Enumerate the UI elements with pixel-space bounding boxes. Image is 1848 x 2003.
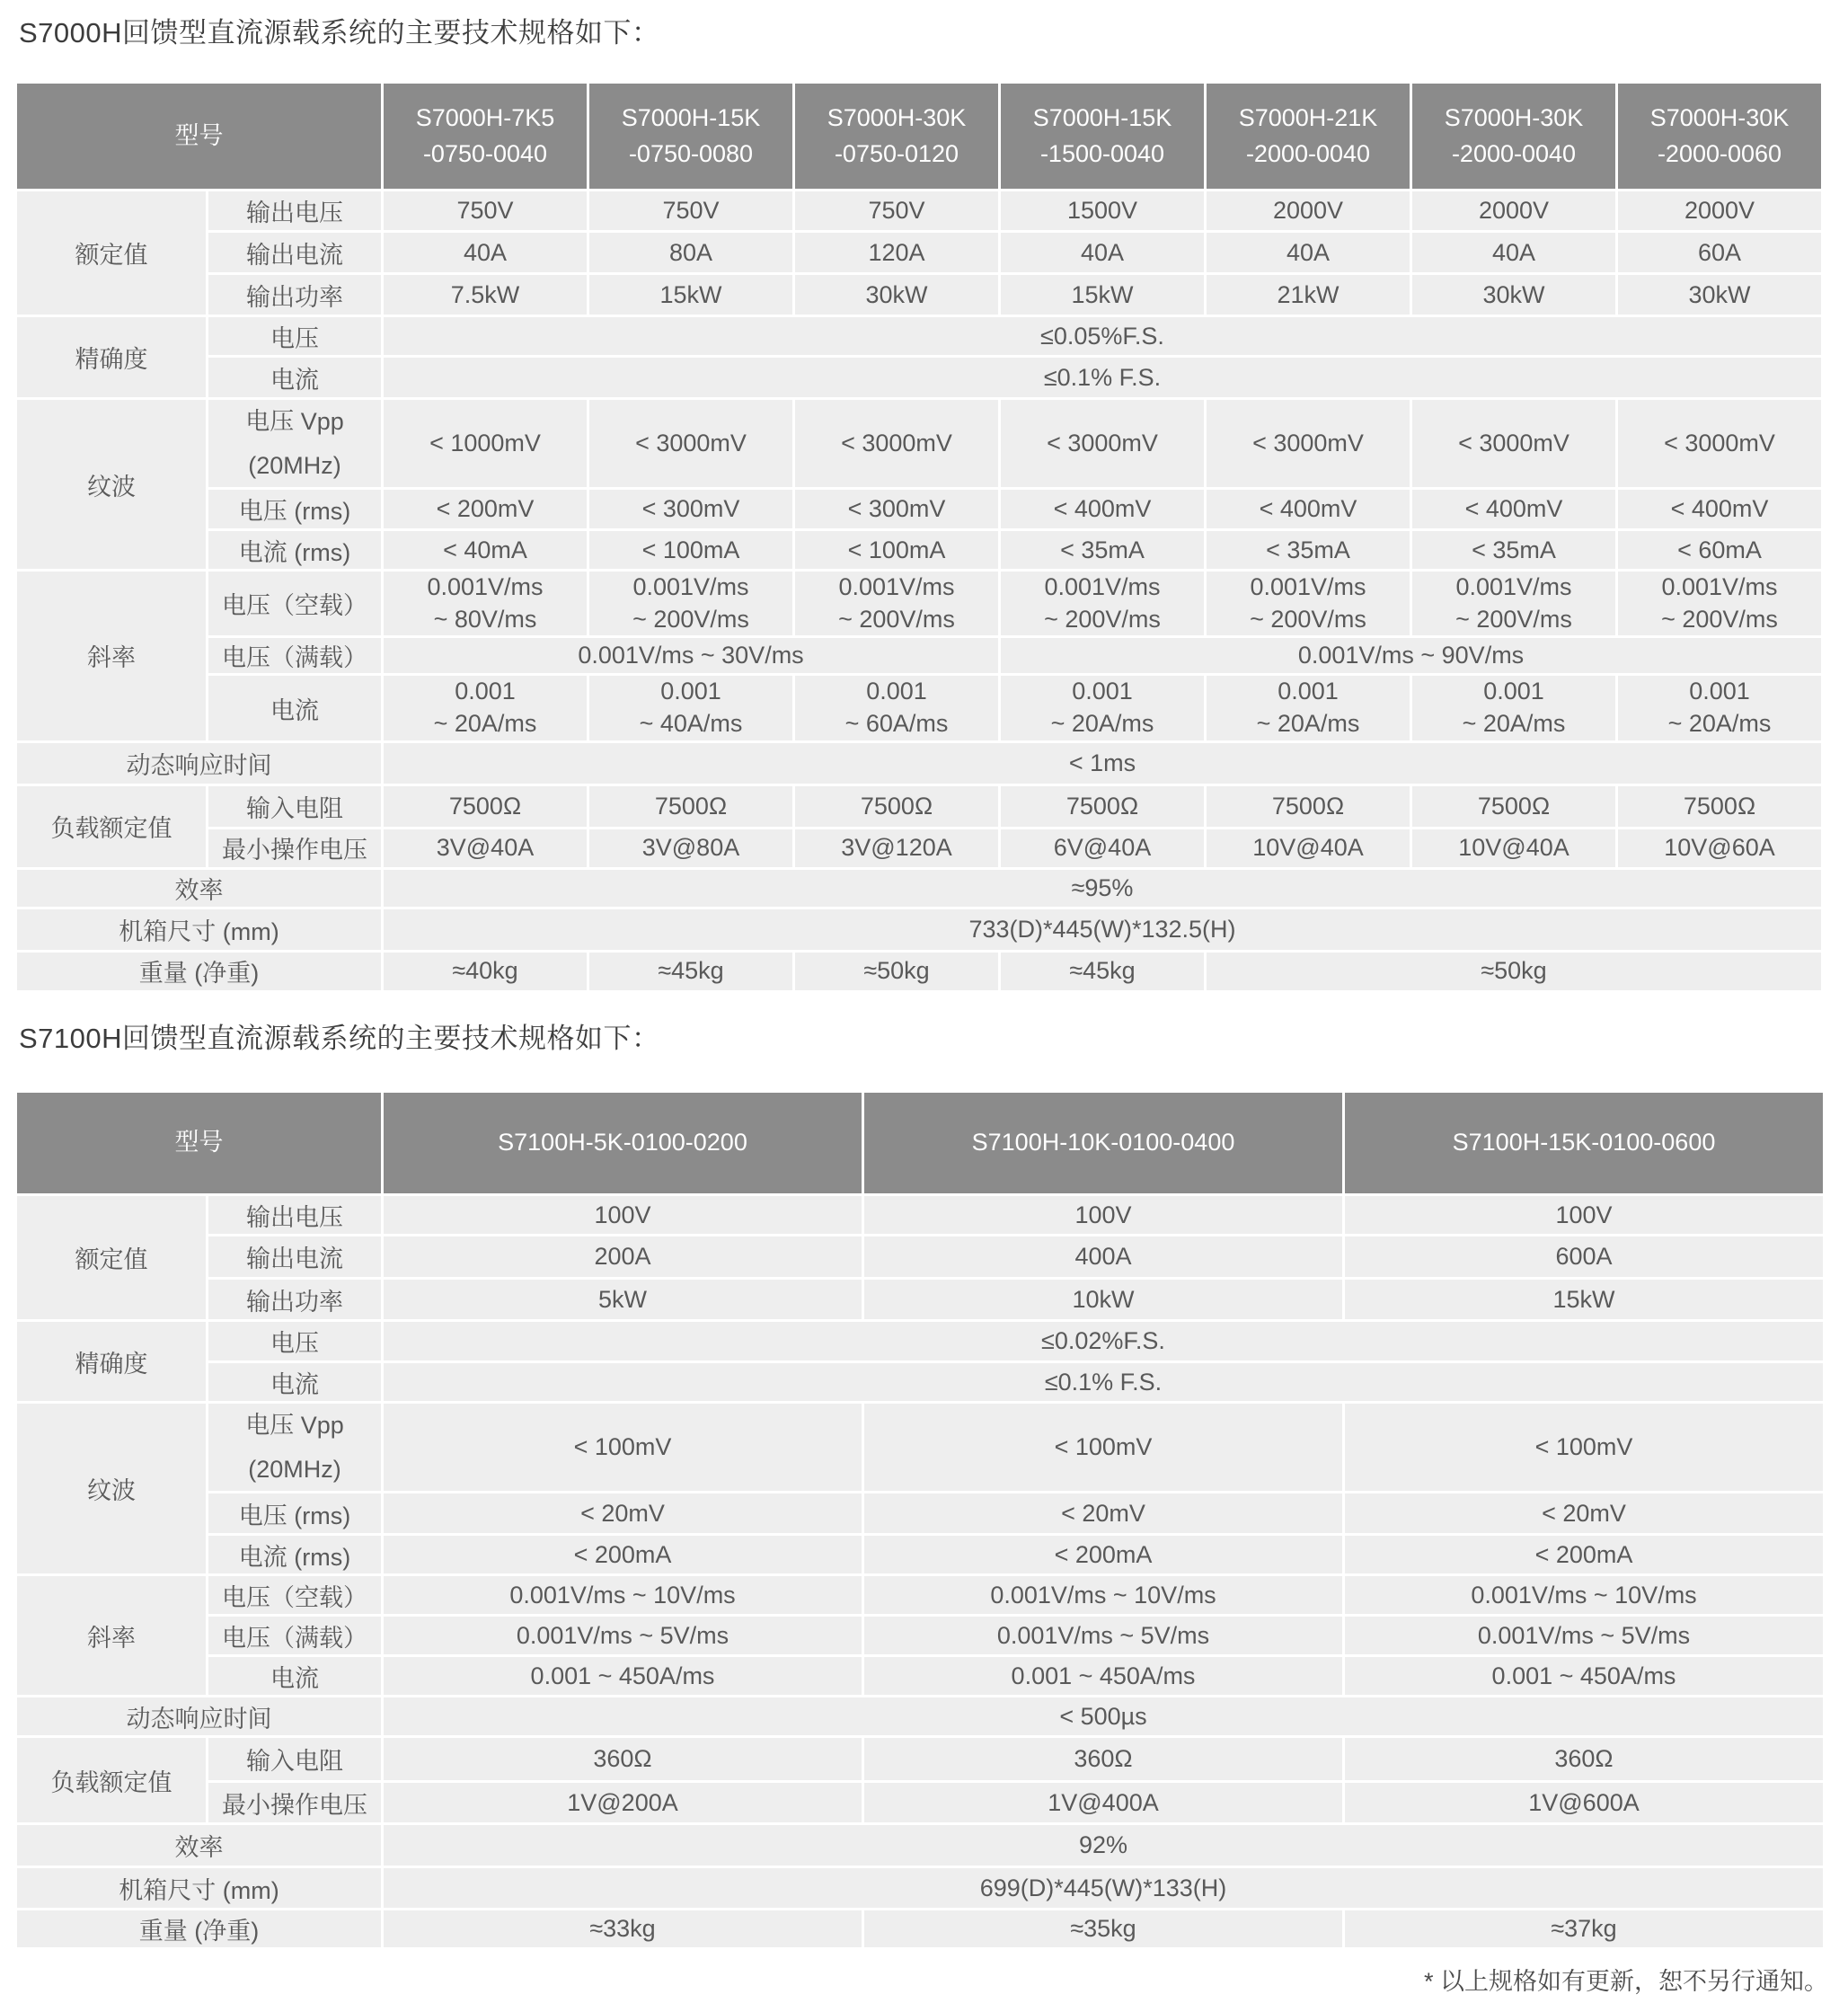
row-label: 电流 (208, 1656, 383, 1697)
row-label: 输出电流 (208, 1236, 383, 1279)
spec-cell: 10V@40A (1411, 828, 1617, 868)
spec-cell: 1V@400A (863, 1782, 1344, 1824)
spec-cell: < 1000mV (383, 399, 588, 489)
table-row (16, 191, 1823, 232)
table-row (16, 489, 1823, 530)
spec-cell: < 400mV (1617, 489, 1823, 530)
row-label-dynamic-response: 动态响应时间 (16, 741, 383, 784)
spec-cell: < 100mA (588, 530, 794, 571)
update-disclaimer-note: * 以上规格如有更新，恕不另行通知。 (1423, 1968, 1828, 1995)
spec-cell: < 20mV (1344, 1493, 1825, 1535)
spec-cell: < 400mV (1000, 489, 1206, 530)
table-row (16, 828, 1823, 868)
spec-cell: 0.001 ~ 20A/ms (1000, 675, 1206, 741)
row-label: 输出电流 (208, 232, 383, 274)
table-row (16, 357, 1823, 399)
group-label-accuracy: 精确度 (16, 1321, 208, 1403)
spec-cell: 0.001V/ms ~ 10V/ms (1344, 1575, 1825, 1616)
row-label-efficiency: 效率 (16, 868, 383, 908)
row-label: 输入电阻 (208, 1737, 383, 1782)
spec-cell: ≈45kg (1000, 951, 1206, 991)
table-row (16, 1824, 1825, 1867)
table-row (16, 741, 1823, 784)
row-label: 电流 (rms) (208, 1535, 383, 1575)
spec-cell: 7500Ω (1000, 784, 1206, 828)
spec-cell: 1V@600A (1344, 1782, 1825, 1824)
spec-cell: < 200mA (863, 1535, 1344, 1575)
row-label-dynamic-response: 动态响应时间 (16, 1697, 383, 1737)
spec-cell: 1500V (1000, 191, 1206, 232)
spec-cell: 2000V (1617, 191, 1823, 232)
spec-cell: 40A (1411, 232, 1617, 274)
spec-cell: ≈37kg (1344, 1910, 1825, 1949)
spec-cell: < 35mA (1206, 530, 1411, 571)
row-label-weight: 重量 (净重) (16, 951, 383, 991)
spec-cell: 7500Ω (794, 784, 1000, 828)
table-row (16, 1236, 1825, 1279)
spec-cell-merged: 699(D)*445(W)*133(H) (383, 1867, 1825, 1910)
model-header: S7000H-21K -2000-0040 (1206, 83, 1411, 191)
row-label: 电压（满载） (208, 637, 383, 675)
spec-cell: 30kW (1617, 274, 1823, 316)
table-header-row (16, 83, 1823, 191)
spec-cell: < 35mA (1000, 530, 1206, 571)
spec-cell: 7500Ω (383, 784, 588, 828)
group-label-accuracy: 精确度 (16, 316, 208, 399)
row-label-dimensions: 机箱尺寸 (mm) (16, 908, 383, 951)
row-label: 电压 (rms) (208, 489, 383, 530)
row-label: 电压 (208, 1321, 383, 1362)
table-row (16, 232, 1823, 274)
spec-cell-merged: 733(D)*445(W)*132.5(H) (383, 908, 1823, 951)
row-label: 电压 Vpp (20MHz) (208, 399, 383, 489)
spec-cell: 0.001V/ms ~ 200V/ms (794, 571, 1000, 637)
group-label-slope: 斜率 (16, 571, 208, 742)
row-label: 电流 (rms) (208, 530, 383, 571)
spec-cell-merged: 0.001V/ms ~ 90V/ms (1000, 637, 1823, 675)
spec-cell: 30kW (1411, 274, 1617, 316)
spec-cell: < 100mV (863, 1403, 1344, 1493)
spec-cell-merged: < 1ms (383, 741, 1823, 784)
spec-cell: < 3000mV (794, 399, 1000, 489)
spec-cell: 3V@80A (588, 828, 794, 868)
row-label: 电压 (rms) (208, 1493, 383, 1535)
spec-cell: 0.001V/ms ~ 200V/ms (588, 571, 794, 637)
table-row (16, 1535, 1825, 1575)
group-label-rated: 额定值 (16, 191, 208, 316)
spec-cell: < 35mA (1411, 530, 1617, 571)
model-header: S7100H-15K-0100-0600 (1344, 1092, 1825, 1195)
spec-cell: 3V@40A (383, 828, 588, 868)
spec-cell: 750V (588, 191, 794, 232)
spec-cell-merged: ≤0.1% F.S. (383, 357, 1823, 399)
spec-cell-merged: ≤0.05%F.S. (383, 316, 1823, 357)
spec-cell: 100V (383, 1195, 863, 1236)
spec-cell: < 300mV (588, 489, 794, 530)
row-label: 电压（满载） (208, 1616, 383, 1656)
model-header: S7100H-5K-0100-0200 (383, 1092, 863, 1195)
spec-cell: < 3000mV (1000, 399, 1206, 489)
group-label-load-rating: 负载额定值 (16, 1737, 208, 1824)
table-row (16, 1321, 1825, 1362)
table-row (16, 1697, 1825, 1737)
table1-title: S7000H回馈型直流源载系统的主要技术规格如下： (19, 17, 660, 49)
spec-cell: 0.001V/ms ~ 10V/ms (383, 1575, 863, 1616)
spec-cell: 10V@40A (1206, 828, 1411, 868)
table-row (16, 1867, 1825, 1910)
model-corner-label: 型号 (16, 1092, 383, 1195)
spec-cell: 0.001 ~ 450A/ms (383, 1656, 863, 1697)
model-header: S7000H-30K -0750-0120 (794, 83, 1000, 191)
spec-cell: 0.001 ~ 20A/ms (1617, 675, 1823, 741)
row-label: 输出功率 (208, 274, 383, 316)
spec-cell: 0.001V/ms ~ 200V/ms (1411, 571, 1617, 637)
spec-cell: ≈50kg (794, 951, 1000, 991)
spec-cell: < 300mV (794, 489, 1000, 530)
spec-cell: 100V (863, 1195, 1344, 1236)
spec-cell: < 20mV (863, 1493, 1344, 1535)
group-label-ripple: 纹波 (16, 399, 208, 571)
spec-cell: 0.001V/ms ~ 200V/ms (1000, 571, 1206, 637)
s7100h-spec-table (14, 1090, 1826, 1950)
spec-cell: < 400mV (1411, 489, 1617, 530)
spec-cell: 360Ω (383, 1737, 863, 1782)
model-header: S7000H-15K -0750-0080 (588, 83, 794, 191)
spec-cell: < 100mV (383, 1403, 863, 1493)
row-label: 电流 (208, 1362, 383, 1403)
spec-cell: 21kW (1206, 274, 1411, 316)
spec-cell: 1V@200A (383, 1782, 863, 1824)
spec-cell: 360Ω (1344, 1737, 1825, 1782)
spec-cell: 360Ω (863, 1737, 1344, 1782)
row-label-dimensions: 机箱尺寸 (mm) (16, 1867, 383, 1910)
spec-cell: 400A (863, 1236, 1344, 1279)
spec-cell: < 3000mV (1206, 399, 1411, 489)
spec-cell: 7.5kW (383, 274, 588, 316)
spec-cell: ≈45kg (588, 951, 794, 991)
table-row (16, 637, 1823, 675)
table-row (16, 399, 1823, 489)
group-label-ripple: 纹波 (16, 1403, 208, 1575)
spec-cell: 0.001 ~ 20A/ms (383, 675, 588, 741)
spec-cell: 0.001V/ms ~ 200V/ms (1206, 571, 1411, 637)
spec-cell: 5kW (383, 1279, 863, 1321)
spec-cell: 40A (1206, 232, 1411, 274)
spec-cell: < 200mV (383, 489, 588, 530)
table-row (16, 316, 1823, 357)
table-row (16, 1616, 1825, 1656)
table-row (16, 868, 1823, 908)
table-row (16, 1493, 1825, 1535)
row-label-efficiency: 效率 (16, 1824, 383, 1867)
spec-cell: < 3000mV (588, 399, 794, 489)
spec-cell: 0.001 ~ 60A/ms (794, 675, 1000, 741)
spec-cell: ≈33kg (383, 1910, 863, 1949)
spec-cell-merged: ≤0.02%F.S. (383, 1321, 1825, 1362)
table-row (16, 1403, 1825, 1493)
table-row (16, 1782, 1825, 1824)
spec-cell: 15kW (588, 274, 794, 316)
spec-cell: 0.001V/ms ~ 5V/ms (1344, 1616, 1825, 1656)
model-header: S7000H-30K -2000-0040 (1411, 83, 1617, 191)
spec-cell: 0.001 ~ 450A/ms (863, 1656, 1344, 1697)
table-row (16, 1279, 1825, 1321)
spec-cell: 2000V (1411, 191, 1617, 232)
spec-cell: 10V@60A (1617, 828, 1823, 868)
table-header-row (16, 1092, 1825, 1195)
table-row (16, 274, 1823, 316)
spec-cell: < 3000mV (1617, 399, 1823, 489)
table-row (16, 530, 1823, 571)
table-row (16, 1737, 1825, 1782)
table-row (16, 784, 1823, 828)
group-label-load-rating: 负载额定值 (16, 784, 208, 868)
row-label: 电压 (208, 316, 383, 357)
spec-cell-merged: ≈95% (383, 868, 1823, 908)
spec-cell: 80A (588, 232, 794, 274)
spec-cell-merged: < 500µs (383, 1697, 1825, 1737)
spec-cell: 10kW (863, 1279, 1344, 1321)
table-row (16, 571, 1823, 637)
spec-cell: 0.001 ~ 20A/ms (1411, 675, 1617, 741)
spec-cell: 750V (794, 191, 1000, 232)
spec-cell: 100V (1344, 1195, 1825, 1236)
table-row (16, 1362, 1825, 1403)
row-label-weight: 重量 (净重) (16, 1910, 383, 1949)
spec-cell: 0.001 ~ 40A/ms (588, 675, 794, 741)
row-label: 最小操作电压 (208, 828, 383, 868)
spec-cell: 15kW (1344, 1279, 1825, 1321)
spec-cell: 0.001V/ms ~ 5V/ms (383, 1616, 863, 1656)
spec-cell: 0.001 ~ 450A/ms (1344, 1656, 1825, 1697)
spec-cell: < 40mA (383, 530, 588, 571)
model-header: S7000H-15K -1500-0040 (1000, 83, 1206, 191)
spec-cell: 600A (1344, 1236, 1825, 1279)
table-row (16, 908, 1823, 951)
spec-cell: < 20mV (383, 1493, 863, 1535)
model-header: S7000H-30K -2000-0060 (1617, 83, 1823, 191)
spec-cell: < 100mA (794, 530, 1000, 571)
spec-cell: 120A (794, 232, 1000, 274)
spec-cell: < 100mV (1344, 1403, 1825, 1493)
s7000h-spec-table (14, 81, 1824, 993)
row-label: 输出功率 (208, 1279, 383, 1321)
row-label: 电压（空载） (208, 571, 383, 637)
table-row (16, 951, 1823, 991)
spec-cell: 40A (383, 232, 588, 274)
spec-cell: 6V@40A (1000, 828, 1206, 868)
table-row (16, 1195, 1825, 1236)
group-label-slope: 斜率 (16, 1575, 208, 1697)
spec-cell: < 400mV (1206, 489, 1411, 530)
row-label: 电压（空载） (208, 1575, 383, 1616)
spec-cell: < 60mA (1617, 530, 1823, 571)
spec-cell: < 3000mV (1411, 399, 1617, 489)
spec-cell: 3V@120A (794, 828, 1000, 868)
spec-cell: 15kW (1000, 274, 1206, 316)
table-row (16, 1575, 1825, 1616)
spec-cell: 0.001V/ms ~ 200V/ms (1617, 571, 1823, 637)
row-label: 输出电压 (208, 1195, 383, 1236)
group-label-rated: 额定值 (16, 1195, 208, 1321)
spec-cell-merged: ≈50kg (1206, 951, 1823, 991)
spec-cell-merged: 92% (383, 1824, 1825, 1867)
table-row (16, 1910, 1825, 1949)
row-label: 电流 (208, 357, 383, 399)
spec-cell: 2000V (1206, 191, 1411, 232)
spec-cell-merged: 0.001V/ms ~ 30V/ms (383, 637, 1000, 675)
model-header: S7100H-10K-0100-0400 (863, 1092, 1344, 1195)
spec-cell: < 200mA (1344, 1535, 1825, 1575)
row-label: 最小操作电压 (208, 1782, 383, 1824)
spec-cell-merged: ≤0.1% F.S. (383, 1362, 1825, 1403)
row-label: 电流 (208, 675, 383, 741)
spec-cell: 7500Ω (588, 784, 794, 828)
spec-cell: ≈35kg (863, 1910, 1344, 1949)
row-label: 输出电压 (208, 191, 383, 232)
spec-cell: 0.001 ~ 20A/ms (1206, 675, 1411, 741)
spec-cell: 200A (383, 1236, 863, 1279)
row-label: 输入电阻 (208, 784, 383, 828)
model-header: S7000H-7K5 -0750-0040 (383, 83, 588, 191)
table2-title: S7100H回馈型直流源载系统的主要技术规格如下： (19, 1023, 660, 1054)
model-corner-label: 型号 (16, 83, 383, 191)
spec-cell: 7500Ω (1411, 784, 1617, 828)
row-label: 电压 Vpp (20MHz) (208, 1403, 383, 1493)
table-row (16, 675, 1823, 741)
spec-cell: 7500Ω (1617, 784, 1823, 828)
spec-cell: 0.001V/ms ~ 80V/ms (383, 571, 588, 637)
spec-cell: 0.001V/ms ~ 5V/ms (863, 1616, 1344, 1656)
spec-cell: 60A (1617, 232, 1823, 274)
spec-cell: 0.001V/ms ~ 10V/ms (863, 1575, 1344, 1616)
spec-cell: 750V (383, 191, 588, 232)
spec-cell: 30kW (794, 274, 1000, 316)
table-row (16, 1656, 1825, 1697)
spec-cell: ≈40kg (383, 951, 588, 991)
spec-cell: 7500Ω (1206, 784, 1411, 828)
spec-cell: 40A (1000, 232, 1206, 274)
spec-cell: < 200mA (383, 1535, 863, 1575)
